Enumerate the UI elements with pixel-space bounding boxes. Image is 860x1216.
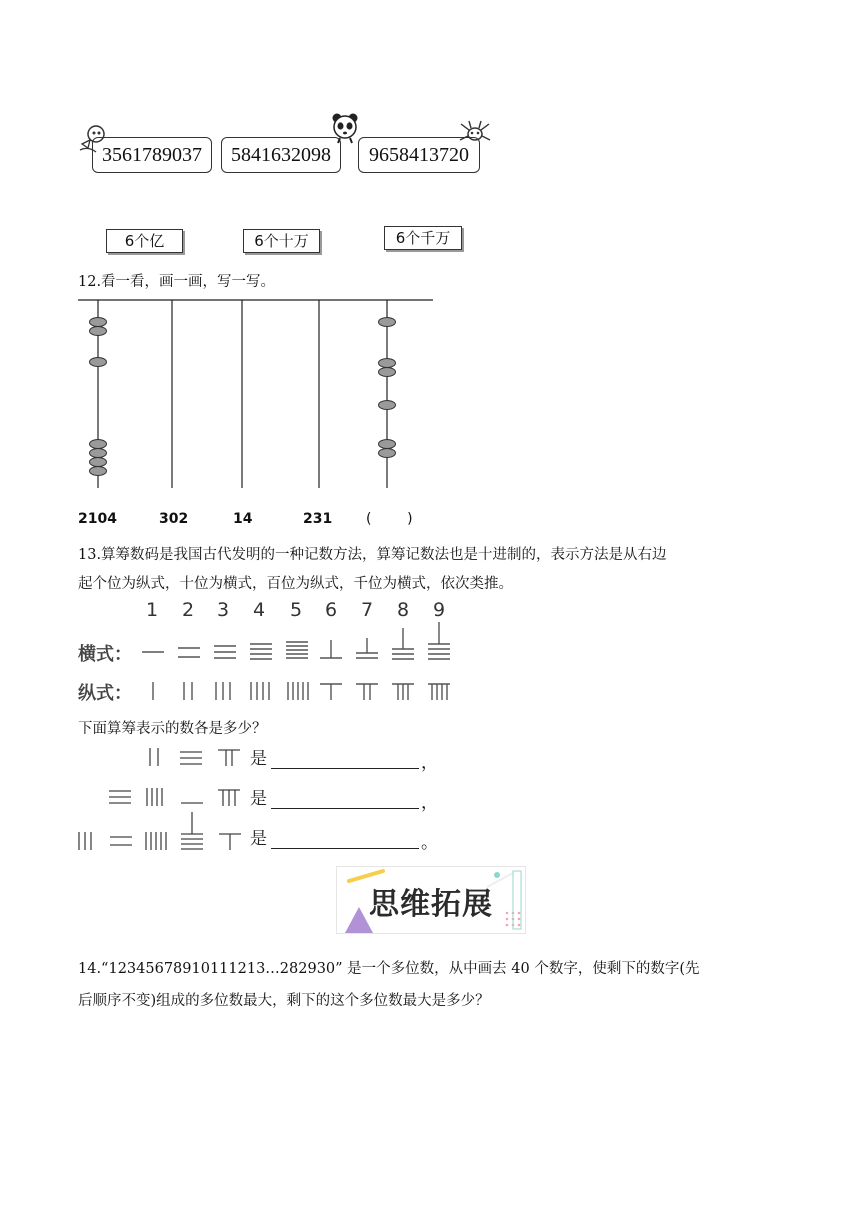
digit-3: 3 [216,599,230,621]
problem-3-period: 。 [421,833,438,853]
q14-line1: 14.“12345678910111213…282930” 是一个多位数，从中画去 40 个数字，使剩下的数字(先 [78,961,700,977]
number-card-2: 5841632098 [221,137,341,173]
q12-title: 12.看一看，画一画，写一写。 [78,274,276,290]
abacus-number-1: 2104 [78,511,117,527]
problem-3-answer-blank[interactable] [271,847,419,849]
q14-line2: 后顺序不变)组成的多位数最大，剩下的这个多位数最大是多少？ [78,993,490,1009]
q13-intro-line1: 13.算筹数码是我国古代发明的一种记数方法，算筹记数法也是十进制的，表示方法是从右边 [78,547,667,563]
thinking-expansion-banner [336,866,526,934]
digit-5: 5 [289,599,303,621]
problem-3-is: 是 [250,829,267,849]
q13-intro-line2: 起个位为纵式，十位为横式，百位为纵式，千位为横式，依次类推。 [78,576,513,592]
abacus-number-2: 302 [159,511,189,527]
problem-1-answer-blank[interactable] [271,767,419,769]
horizontal-rods [140,622,460,664]
abacus-number-3: 14 [233,511,253,527]
abacus-diagram [78,296,438,492]
digit-7: 7 [360,599,374,621]
q13-prompt: 下面算筹表示的数各是多少？ [78,721,267,737]
abacus-answer-blank[interactable]: ( ) [366,511,413,527]
problem-3-rods [74,810,250,852]
digit-9: 9 [432,599,446,621]
number-card-1: 3561789037 [92,137,212,173]
digit-2: 2 [181,599,195,621]
vertical-label: 纵式： [78,683,132,704]
place-card-2: 6个十万 [243,229,320,253]
abacus-number-4: 231 [303,511,333,527]
problem-2-rods [105,785,250,809]
problem-2-answer-blank[interactable] [271,807,419,809]
bird-icon [78,122,112,156]
problem-1-rods [140,745,250,769]
problem-2-comma: ， [421,793,438,813]
banner-text: 思维拓展 [369,887,493,922]
vertical-rods [140,680,460,702]
digit-8: 8 [396,599,410,621]
bug-icon [457,120,493,144]
place-card-3: 6个千万 [384,226,462,250]
digit-6: 6 [324,599,338,621]
place-card-1: 6个亿 [106,229,183,253]
number-card-3: 9658413720 [358,137,480,173]
digit-4: 4 [252,599,266,621]
digit-1: 1 [145,599,159,621]
problem-1-comma: ， [421,753,438,773]
problem-2-is: 是 [250,789,267,809]
horizontal-label: 横式： [78,644,132,665]
problem-1-is: 是 [250,749,267,769]
panda-icon [330,112,360,144]
